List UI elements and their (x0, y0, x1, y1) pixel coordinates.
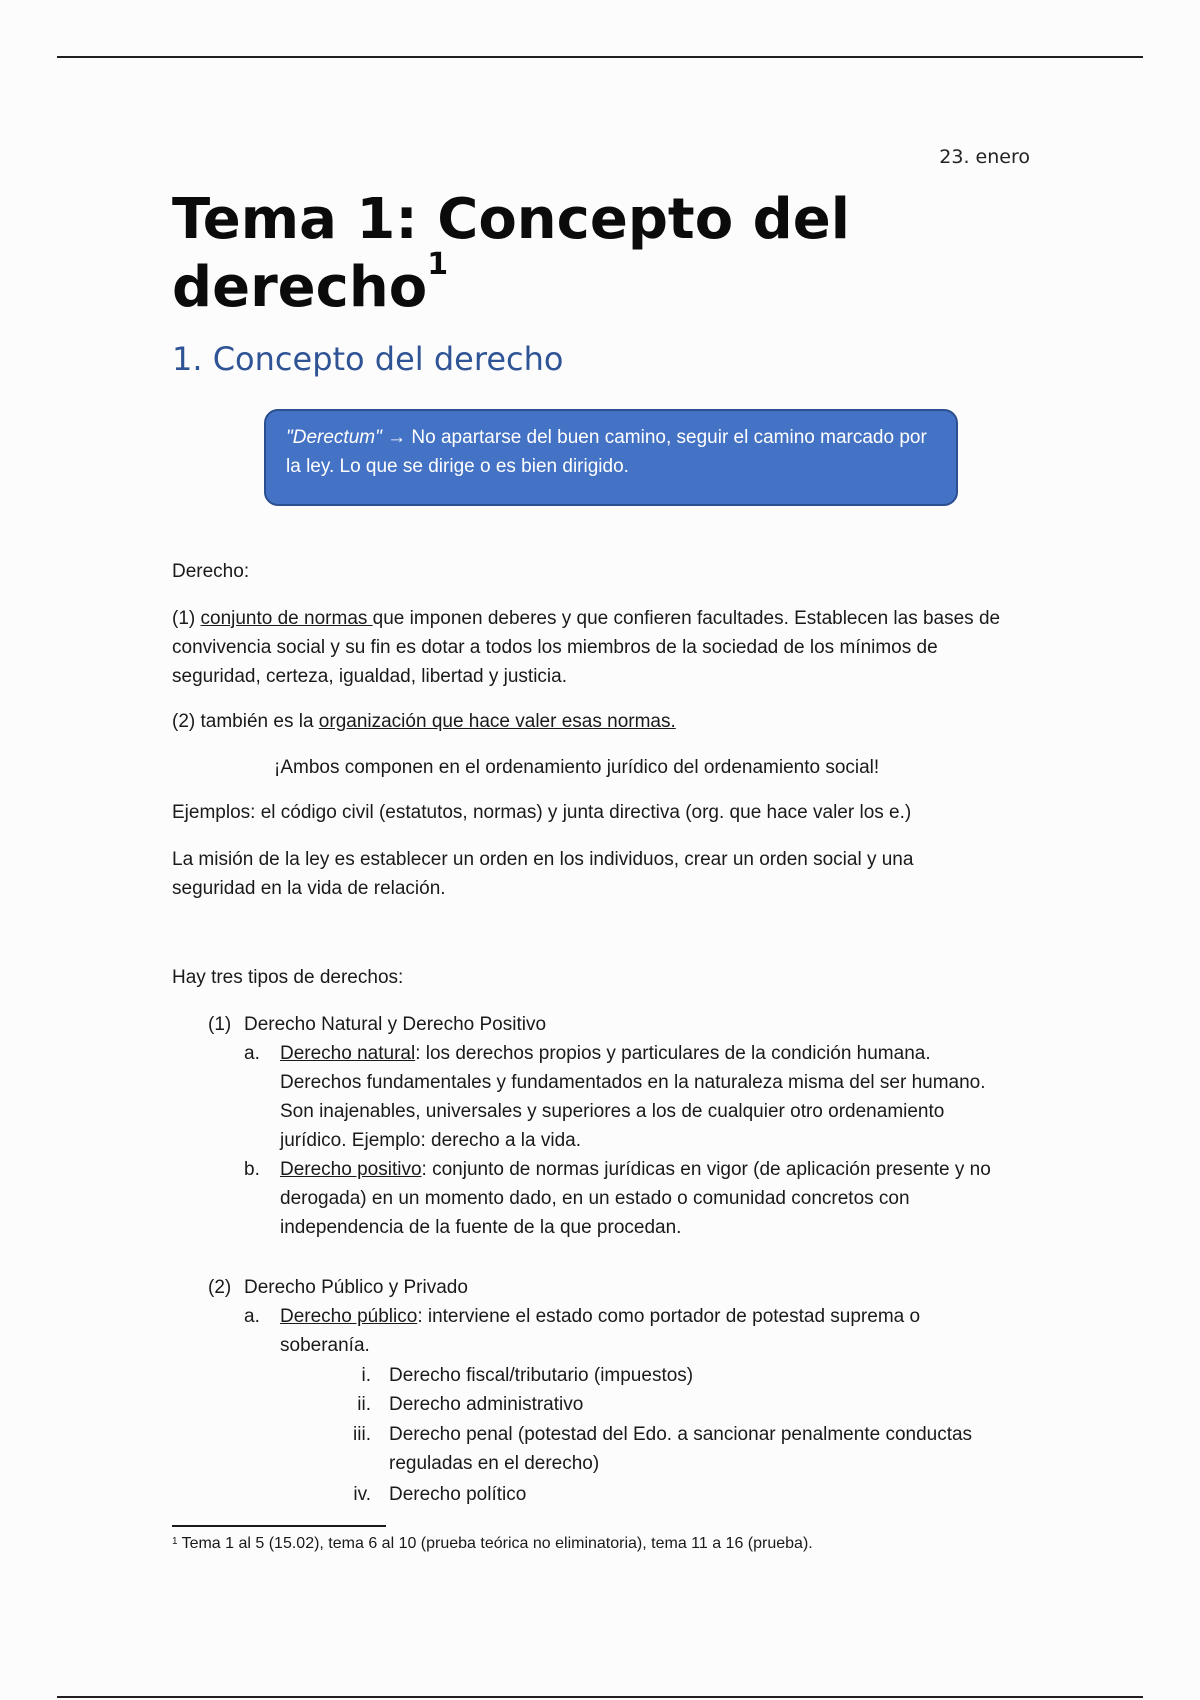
list-item-text: : interviene el estado como portador de potestad suprema o soberanía. (280, 1306, 921, 1356)
list-item (208, 1010, 546, 1039)
list-item (357, 1390, 1009, 1419)
callout-text: No apartarse del buen camino, seguir el camino marcado por la ley. Lo que se dirige o es bien dirigido. (286, 427, 927, 477)
list-item-text: Derecho administrativo (389, 1394, 584, 1415)
title-footnote-ref[interactable]: 1 (427, 247, 449, 282)
paragraph-organizacion (172, 707, 676, 736)
paragraph-normas (172, 604, 1030, 691)
list-marker: iii. (353, 1424, 371, 1445)
callout-term: "Derectum" (286, 427, 382, 448)
p1-prefix: (1) (172, 608, 201, 629)
footnote-ref: 1 (172, 1536, 178, 1547)
page-title (172, 186, 932, 322)
header-date: 23. enero (939, 146, 1030, 168)
derecho-label: Derecho: (172, 561, 250, 582)
list-item (244, 1302, 1000, 1360)
list-item (353, 1420, 1009, 1478)
list-item (353, 1480, 1009, 1509)
types-intro: Hay tres tipos de derechos: (172, 967, 404, 988)
list-item-label: Derecho Público y Privado (244, 1277, 468, 1298)
list-marker: (2) (208, 1277, 232, 1298)
list-item-text: Derecho fiscal/tributario (impuestos) (389, 1365, 694, 1386)
page-title-text: Tema 1: Concepto del derecho (172, 187, 850, 320)
list-item (361, 1361, 1009, 1390)
list-item-text: Derecho penal (potestad del Edo. a sancionar penalmente conductas reguladas en el derecho) (389, 1424, 973, 1474)
list-marker: i. (361, 1365, 371, 1386)
list-marker: (1) (208, 1014, 232, 1035)
list-item-term: Derecho público (280, 1306, 418, 1327)
list-item-text: Derecho político (389, 1484, 527, 1505)
paragraph-mision: La misión de la ley es establecer un orden en los individuos, crear un orden social y una seguridad en la vida de relación. (172, 849, 914, 899)
section-heading: 1. Concepto del derecho (172, 340, 564, 378)
p2-prefix: (2) también es la (172, 711, 319, 732)
list-item-term: Derecho natural (280, 1043, 416, 1064)
list-item-text: : conjunto de normas jurídicas en vigor (de aplicación presente y no derogada) en un momento dado, en un estado o comunidad concretos con independencia de la fuente de la que procedan. (280, 1159, 991, 1238)
list-marker: ii. (357, 1394, 371, 1415)
note-ambos: ¡Ambos componen en el ordenamiento jurídico del ordenamiento social! (274, 757, 880, 778)
footnote (172, 1532, 813, 1556)
paragraph-ejemplos: Ejemplos: el código civil (estatutos, normas) y junta directiva (org. que hace valer los e.) (172, 802, 912, 823)
list-item (244, 1155, 1000, 1242)
arrow-icon: → (387, 427, 407, 448)
definition-callout (264, 409, 958, 506)
bottom-rule (57, 1696, 1143, 1698)
footnote-separator (172, 1525, 386, 1527)
list-marker: b. (244, 1159, 260, 1180)
footnote-text: Tema 1 al 5 (15.02), tema 6 al 10 (prueba teórica no eliminatoria), tema 11 a 16 (prueba). (181, 1535, 813, 1552)
list-item (208, 1273, 468, 1302)
list-item-text: : los derechos propios y particulares de la condición humana. Derechos fundamentales y fundamentados en la naturaleza misma del ser humano. Son inajenables, universales y superiores a los de cualquier otro ordenamiento jurídico. Ejemplo: derecho a la vida. (280, 1043, 986, 1151)
list-item-term: Derecho positivo (280, 1159, 422, 1180)
list-marker: iv. (353, 1484, 371, 1505)
p1-underlined: conjunto de normas (200, 608, 373, 629)
top-rule (57, 56, 1143, 58)
list-item (244, 1039, 1000, 1155)
list-marker: a. (244, 1043, 260, 1064)
list-item-label: Derecho Natural y Derecho Positivo (244, 1014, 547, 1035)
p2-underlined: organización que hace valer esas normas. (318, 711, 676, 732)
p1-rest: que imponen deberes y que confieren facultades. Establecen las bases de convivencia social y su fin es dotar a todos los miembros de la sociedad de los mínimos de seguridad, certeza, igualdad, libertad y justicia. (172, 608, 1001, 687)
list-marker: a. (244, 1306, 260, 1327)
